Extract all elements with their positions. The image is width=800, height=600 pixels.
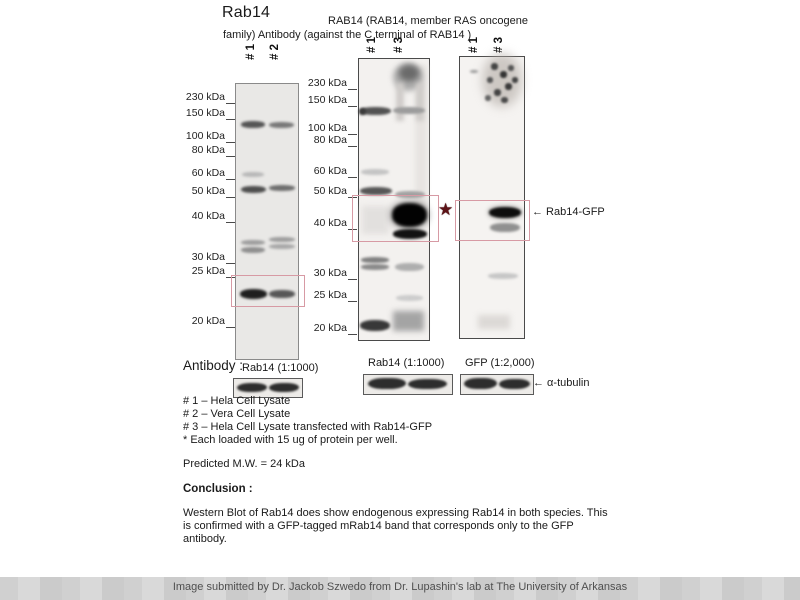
mw-label: 25 kDa [295, 290, 357, 301]
mw-label: 30 kDa [295, 268, 357, 279]
blot-band [269, 185, 295, 191]
lane-label: # 1 [468, 37, 480, 53]
mw-label: 60 kDa [173, 168, 235, 179]
blot-band [241, 240, 265, 245]
legend-line-1: # 1 – Hela Cell Lysate [183, 395, 291, 407]
tubulin-strip-middle [363, 374, 453, 395]
footer-credit: Image submitted by Dr. Jackob Szwedo from Dr. Lupashin's lab at The University of Arkansas [172, 581, 628, 593]
blot-band [269, 122, 294, 128]
antibody-name-middle: Rab14 (1:1000) [368, 357, 445, 369]
blot-band [269, 244, 295, 249]
blot-speckle [501, 97, 508, 103]
blot-speckle [491, 63, 498, 70]
legend-line-3: # 3 – Hela Cell Lysate transfected with Rab14-GFP [183, 421, 433, 433]
blot-band [241, 247, 265, 253]
legend-line-4: * Each loaded with 15 ug of protein per well. [183, 434, 398, 446]
blot-panel-right [459, 56, 525, 339]
blot-panel-left [235, 83, 299, 360]
tubulin-strip-right [460, 374, 534, 395]
blot-band [359, 108, 366, 115]
alpha-tubulin-annotation: ← α-tubulin [533, 377, 590, 389]
mw-tick [226, 176, 235, 180]
blot-speckle [508, 65, 514, 71]
blot-speckle [470, 70, 478, 73]
blot-speckle [487, 77, 493, 83]
tubulin-band [408, 379, 447, 389]
mw-tick [226, 260, 235, 264]
subtitle-line-1: RAB14 (RAB14, member RAS oncogene [328, 15, 528, 27]
blot-band [361, 264, 389, 270]
lane-label: # 3 [493, 37, 505, 53]
mw-label: 80 kDa [173, 145, 235, 156]
mw-label: 150 kDa [173, 108, 235, 119]
mw-tick [226, 116, 235, 120]
tubulin-band [464, 378, 497, 389]
conclusion-text: Western Blot of Rab14 does show endogenous expressing Rab14 in both species. This is confirmed with a GFP-tagged mRab14 band that corresponds only to the GFP antibody. [183, 507, 608, 545]
blot-band [395, 263, 424, 271]
mw-label: 50 kDa [295, 186, 357, 197]
mw-label: 25 kDa [173, 266, 235, 277]
lane-label: # 2 [269, 44, 281, 60]
mw-tick [226, 153, 235, 157]
mw-tick [348, 331, 357, 335]
mw-label: 30 kDa [173, 252, 235, 263]
rab14-gfp-annotation: ← Rab14-GFP [532, 206, 605, 218]
lane-label: # 1 [366, 37, 378, 53]
blot-smudge [396, 83, 404, 121]
blot-band [360, 320, 390, 331]
blot-speckle [512, 77, 518, 83]
conclusion-heading: Conclusion : [183, 483, 253, 495]
antibody-section-label: Antibody : [183, 358, 244, 373]
mw-tick [348, 298, 357, 302]
mw-label: 40 kDa [173, 211, 235, 222]
mw-label: 20 kDa [173, 316, 235, 327]
mw-tick [348, 103, 357, 107]
blot-band [361, 169, 389, 175]
blot-speckle [505, 83, 512, 90]
blot-speckle [500, 71, 507, 78]
blot-speckle [494, 89, 501, 96]
mw-label: 100 kDa [295, 123, 357, 134]
blot-band [360, 187, 392, 195]
mw-tick [226, 219, 235, 223]
blot-band [361, 257, 389, 263]
mw-label: 230 kDa [295, 78, 357, 89]
mw-label: 150 kDa [295, 95, 357, 106]
mw-label: 230 kDa [173, 92, 235, 103]
mw-tick [348, 174, 357, 178]
highlight-box-right [455, 200, 530, 241]
tubulin-band [237, 383, 267, 392]
blot-band [241, 186, 266, 193]
mw-tick [226, 139, 235, 143]
blot-smudge [399, 65, 419, 81]
blot-band [242, 172, 264, 177]
mw-tick [226, 324, 235, 328]
mw-tick [226, 100, 235, 104]
mw-tick [226, 194, 235, 198]
blot-band [488, 273, 518, 279]
blot-speckle [485, 95, 491, 101]
mw-tick [348, 86, 357, 90]
mw-label: 100 kDa [173, 131, 235, 142]
lane-label: # 1 [245, 44, 257, 60]
legend-line-2: # 2 – Vera Cell Lysate [183, 408, 291, 420]
blot-smudge [478, 315, 510, 329]
mw-label: 50 kDa [173, 186, 235, 197]
blot-band [241, 121, 265, 128]
mw-tick [348, 276, 357, 280]
antibody-name-left: Rab14 (1:1000) [242, 362, 319, 374]
blot-band [396, 295, 423, 301]
tubulin-band [499, 379, 530, 389]
predicted-mw: Predicted M.W. = 24 kDa [183, 458, 305, 470]
highlight-box-left [231, 275, 305, 307]
mw-tick [348, 143, 357, 147]
mw-label: 80 kDa [295, 135, 357, 146]
tubulin-band [269, 383, 299, 392]
mw-label: 20 kDa [295, 323, 357, 334]
blot-band [269, 237, 295, 242]
antibody-name-right: GFP (1:2,000) [465, 357, 535, 369]
highlight-box-middle [352, 195, 439, 242]
blot-smudge [416, 83, 424, 121]
lane-label: # 3 [393, 37, 405, 53]
tubulin-band [368, 378, 406, 389]
mw-label: 40 kDa [295, 218, 357, 229]
page-title: Rab14 [222, 4, 271, 21]
star-icon: ★ [438, 200, 454, 219]
blot-smudge [393, 311, 424, 331]
blot-band [393, 107, 425, 114]
mw-label: 60 kDa [295, 166, 357, 177]
subtitle-line-2: family) Antibody (against the C terminal of RAB14 ) [223, 29, 472, 41]
